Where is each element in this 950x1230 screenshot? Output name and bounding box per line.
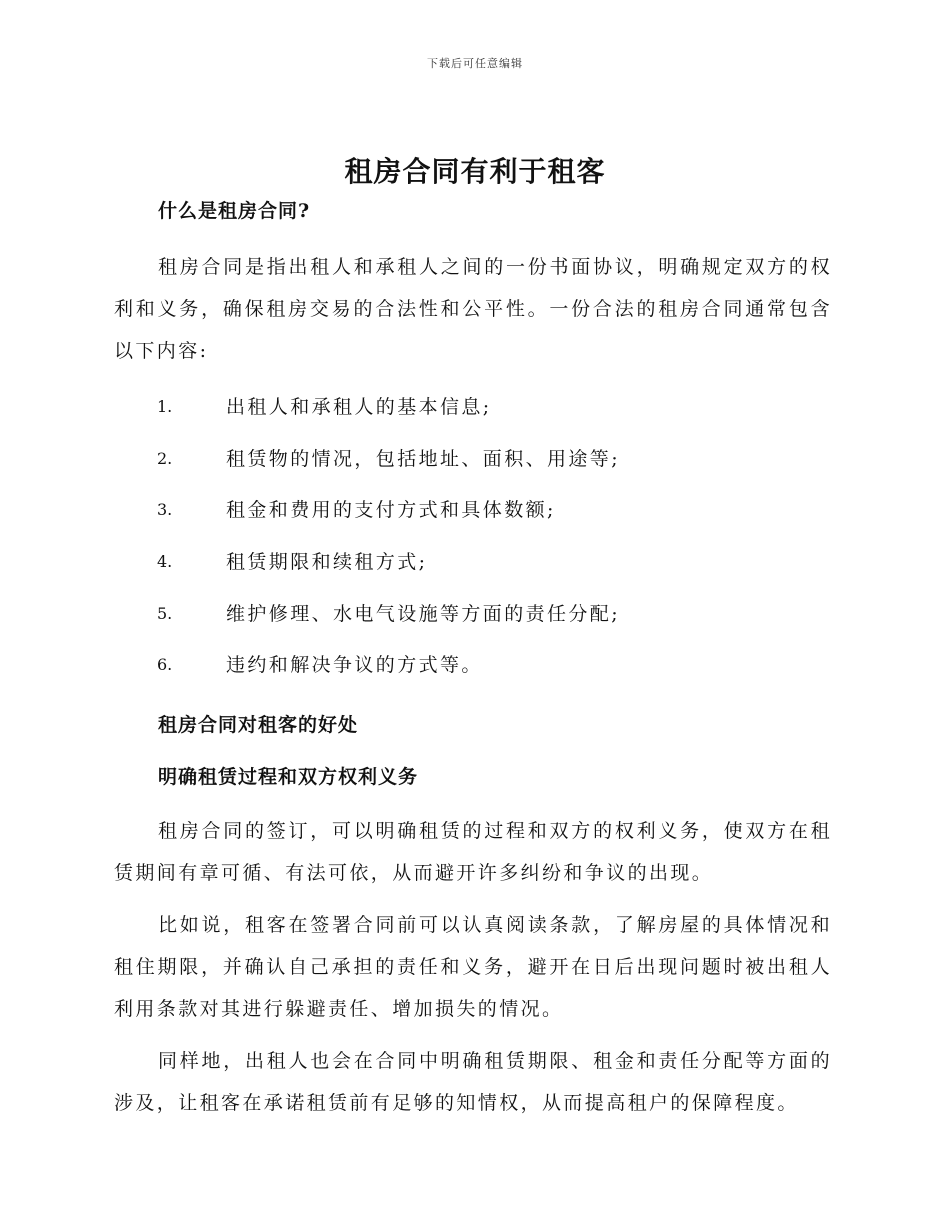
list-item-number: 4. bbox=[157, 552, 173, 572]
document-title: 租房合同有利于租客 bbox=[344, 155, 606, 188]
list-item-text: 违约和解决争议的方式等。 bbox=[226, 654, 483, 677]
list-item bbox=[114, 650, 832, 702]
list-item-number: 5. bbox=[157, 603, 173, 623]
list-item-text: 出租人和承租人的基本信息; bbox=[226, 396, 492, 418]
list-item-number: 1. bbox=[157, 397, 173, 416]
list-item-text: 租赁期限和续租方式; bbox=[226, 551, 428, 574]
list-item-number: 2. bbox=[157, 448, 173, 468]
list-item-number: 3. bbox=[157, 500, 173, 520]
list-item bbox=[114, 599, 832, 651]
section-heading-clarify-rights: 明确租赁过程和双方权利义务 bbox=[158, 766, 419, 789]
paragraph-landlord: 同样地，出租人也会在合同中明确租赁期限、租金和责任分配等方面的涉及，让租客在承诺租赁前有足够的知情权，从而提高租户的保障程度。 bbox=[114, 1050, 832, 1115]
section-heading-what-is-contract: 什么是租房合同? bbox=[158, 200, 311, 222]
list-item-number: 6. bbox=[157, 655, 173, 675]
list-item bbox=[114, 444, 832, 496]
document-body bbox=[114, 196, 832, 1124]
section-heading-benefits: 租房合同对租客的好处 bbox=[158, 714, 359, 737]
list-item bbox=[114, 392, 832, 444]
list-item bbox=[114, 495, 832, 547]
contract-contents-list bbox=[114, 392, 832, 702]
list-item-text: 租金和费用的支付方式和具体数额; bbox=[226, 499, 556, 522]
paragraph-definition: 租房合同是指出租人和承租人之间的一份书面协议，明确规定双方的权利和义务，确保租房交易的合法性和公平性。一份合法的租房合同通常包含以下内容: bbox=[114, 256, 832, 362]
list-item-text: 维护修理、水电气设施等方面的责任分配; bbox=[226, 602, 621, 625]
header-note: 下载后可任意编辑 bbox=[427, 57, 523, 70]
paragraph-signing: 租房合同的签订，可以明确租赁的过程和双方的权利义务，使双方在租赁期间有章可循、有法可依，从而避开许多纠纷和争议的出现。 bbox=[114, 820, 832, 885]
list-item-text: 租赁物的情况，包括地址、面积、用途等; bbox=[226, 447, 621, 470]
list-item bbox=[114, 547, 832, 599]
paragraph-example: 比如说，租客在签署合同前可以认真阅读条款，了解房屋的具体情况和租住期限，并确认自己承担的责任和义务，避开在日后出现问题时被出租人利用条款对其进行躲避责任、增加损失的情况。 bbox=[114, 914, 832, 1021]
